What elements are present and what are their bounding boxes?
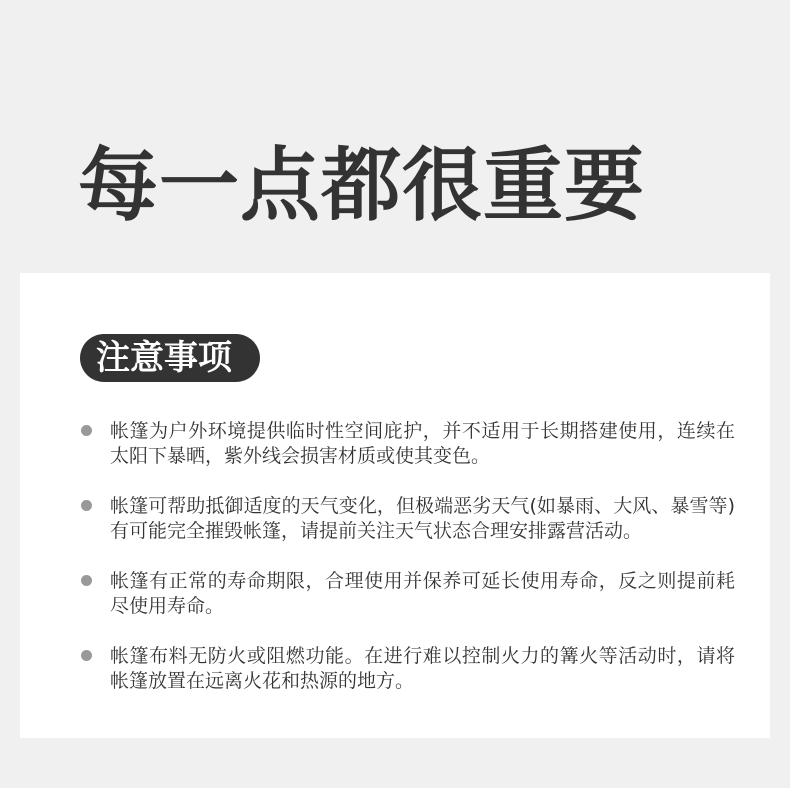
notice-text: 帐篷有正常的寿命期限，合理使用并保养可延长使用寿命，反之则提前耗尽使用寿命。 bbox=[110, 570, 735, 617]
notice-text: 帐篷为户外环境提供临时性空间庇护，并不适用于长期搭建使用，连续在太阳下暴晒，紫外线会损害材质或使其变色。 bbox=[110, 420, 735, 467]
list-item bbox=[20, 494, 770, 569]
notice-text: 帐篷可帮助抵御适度的天气变化，但极端恶劣天气(如暴雨、大风、暴雪等)有可能完全摧毁帐篷，请提前关注天气状态合理安排露营活动。 bbox=[110, 495, 735, 542]
notice-text: 帐篷布料无防火或阻燃功能。在进行难以控制火力的篝火等活动时，请将帐篷放置在远离火花和热源的地方。 bbox=[110, 645, 735, 692]
list-item bbox=[20, 419, 770, 494]
bullet-icon bbox=[81, 425, 92, 436]
list-item bbox=[20, 569, 770, 644]
bullet-icon bbox=[81, 650, 92, 661]
bullet-icon bbox=[81, 575, 92, 586]
bullet-icon bbox=[81, 500, 92, 511]
section-heading: 注意事项 bbox=[80, 334, 260, 382]
page-title: 每一点都很重要 bbox=[78, 139, 645, 232]
notice-list bbox=[20, 419, 770, 719]
list-item bbox=[20, 644, 770, 719]
notice-card bbox=[20, 273, 770, 738]
